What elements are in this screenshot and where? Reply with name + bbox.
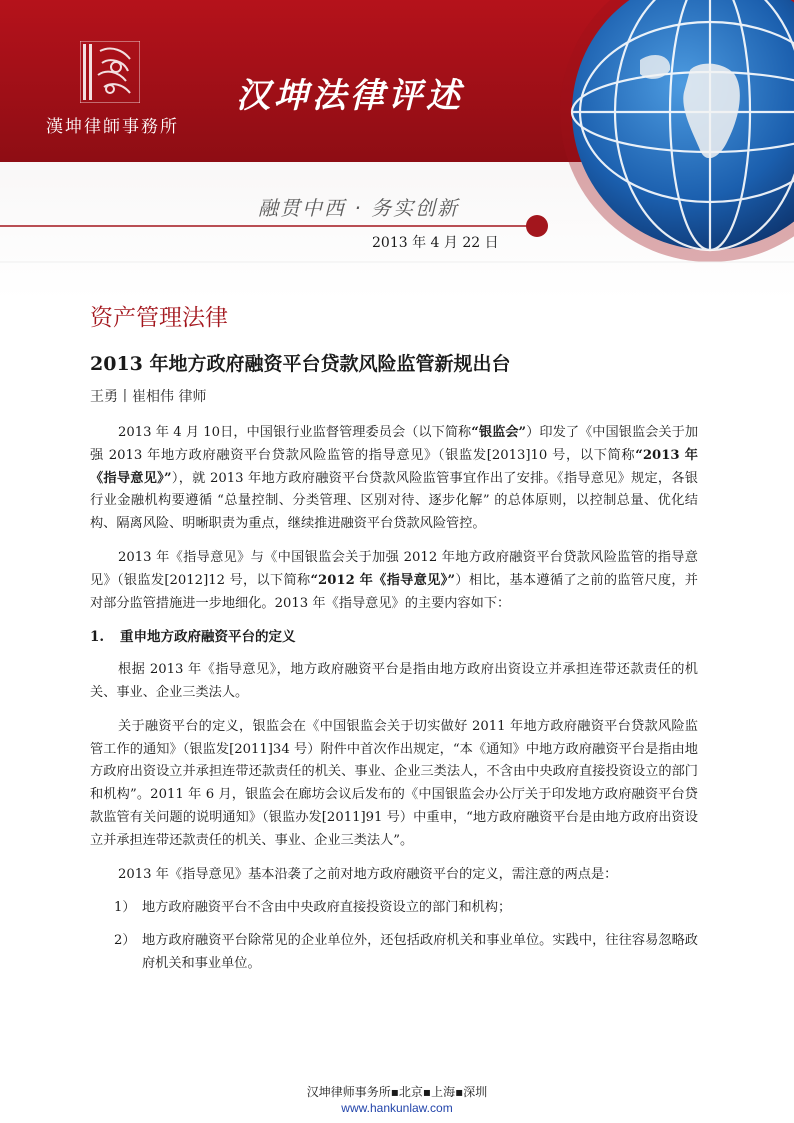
publication-title: 汉坤法律评述 xyxy=(236,76,464,116)
article-body xyxy=(90,422,698,986)
publication-date: 2013 年 4 月 22 日 xyxy=(372,235,499,251)
text-run: ）相比，基本遵循了之前的监管尺度，并对部分监管措施进一步地细化。2013 年《指导意见》的主要内容如下： xyxy=(90,572,698,611)
article-authors: 王勇丨崔相伟 律师 xyxy=(90,389,207,405)
subsection-heading-1 xyxy=(90,626,698,649)
footer-website-link[interactable]: www.hankunlaw.com xyxy=(341,1101,453,1115)
header-banner xyxy=(0,0,794,300)
list-item xyxy=(90,897,698,920)
text-run: ）印发了《中国银监会关于加强 2013 年地方政府融资平台贷款风险监管的指导意见》（银监发[2013]10 号，以下简称 xyxy=(90,425,699,463)
subsection-number: 1. xyxy=(90,629,105,646)
list-number: 1） xyxy=(114,900,136,916)
paragraph-1 xyxy=(90,422,698,536)
bold-term: “2013 年《指导意见》” xyxy=(90,447,698,486)
list-text: 地方政府融资平台除常见的企业单位外，还包括政府机关和事业单位。实践中，往往容易忽略政府机关和事业单位。 xyxy=(142,933,698,971)
list-number: 2） xyxy=(114,933,136,949)
section-heading: 资产管理法律 xyxy=(90,305,228,331)
bold-term: “2012 年《指导意见》” xyxy=(310,572,456,588)
paragraph-2 xyxy=(90,547,698,615)
paragraph-5: 2013 年《指导意见》基本沿袭了之前对地方政府融资平台的定义，需注意的两点是： xyxy=(118,866,618,882)
bold-term: “银监会” xyxy=(471,425,527,440)
article-title: 2013 年地方政府融资平台贷款风险监管新规出台 xyxy=(90,353,511,375)
list-item xyxy=(90,930,698,976)
subsection-title: 重申地方政府融资平台的定义 xyxy=(120,629,296,646)
footer-offices: 汉坤律师事务所▪北京▪上海▪深圳 xyxy=(306,1085,488,1099)
list-text: 地方政府融资平台不含由中央政府直接投资设立的部门和机构； xyxy=(142,900,512,916)
firm-logo xyxy=(80,41,140,103)
tagline: 融贯中西 · 务实创新 xyxy=(258,196,460,220)
paragraph-3: 根据 2013 年《指导意见》，地方政府融资平台是指由地方政府出资设立并承担连带还款责任的机关、事业、企业三类法人。 xyxy=(90,662,698,700)
text-run: 2013 年 4 月 10日，中国银行业监督管理委员会（以下简称 xyxy=(118,425,472,440)
page-footer xyxy=(0,1084,794,1116)
paragraph-4: 关于融资平台的定义，银监会在《中国银监会关于切实做好 2011 年地方政府融资平台贷款风险监管工作的通知》（银监发[2011]34 号）附件中首次作出规定，“本《通知》中地方政府融资平台是指由地方政府出资设立并承担连带还款责任的机关、事业、企业三类法人，不含由中央政府直接投资设立的部门和机构”。2011 年 6 月，银监会在廊坊会议后发布的《中国银监会办公厅关于印发地方政府融资平台贷款监管有关问题的说明通知》（银监办发[2011]91 号）中重申，“地方政府融资平台是由地方政府出资设立并承担连带还款责任的机关、事业、企业三类法人”。 xyxy=(90,718,698,848)
text-run: 2013 年《指导意见》与《中国银监会关于加强 2012 年地方政府融资平台贷款风险监管的指导意见》（银监发[2012]12 号，以下简称 xyxy=(90,549,698,588)
text-run: ），就 2013 年地方政府融资平台贷款风险监管事宜作出了安排。《指导意见》规定，各银行业金融机构要遵循 “总量控制、分类管理、区别对待、逐步化解” 的总体原则，以控制总量、优化结构、隔离风险、明晰职责为重点，继续推进融资平台贷款风险管控。 xyxy=(90,470,698,532)
firm-name: 漢坤律師事務所 xyxy=(46,117,179,137)
